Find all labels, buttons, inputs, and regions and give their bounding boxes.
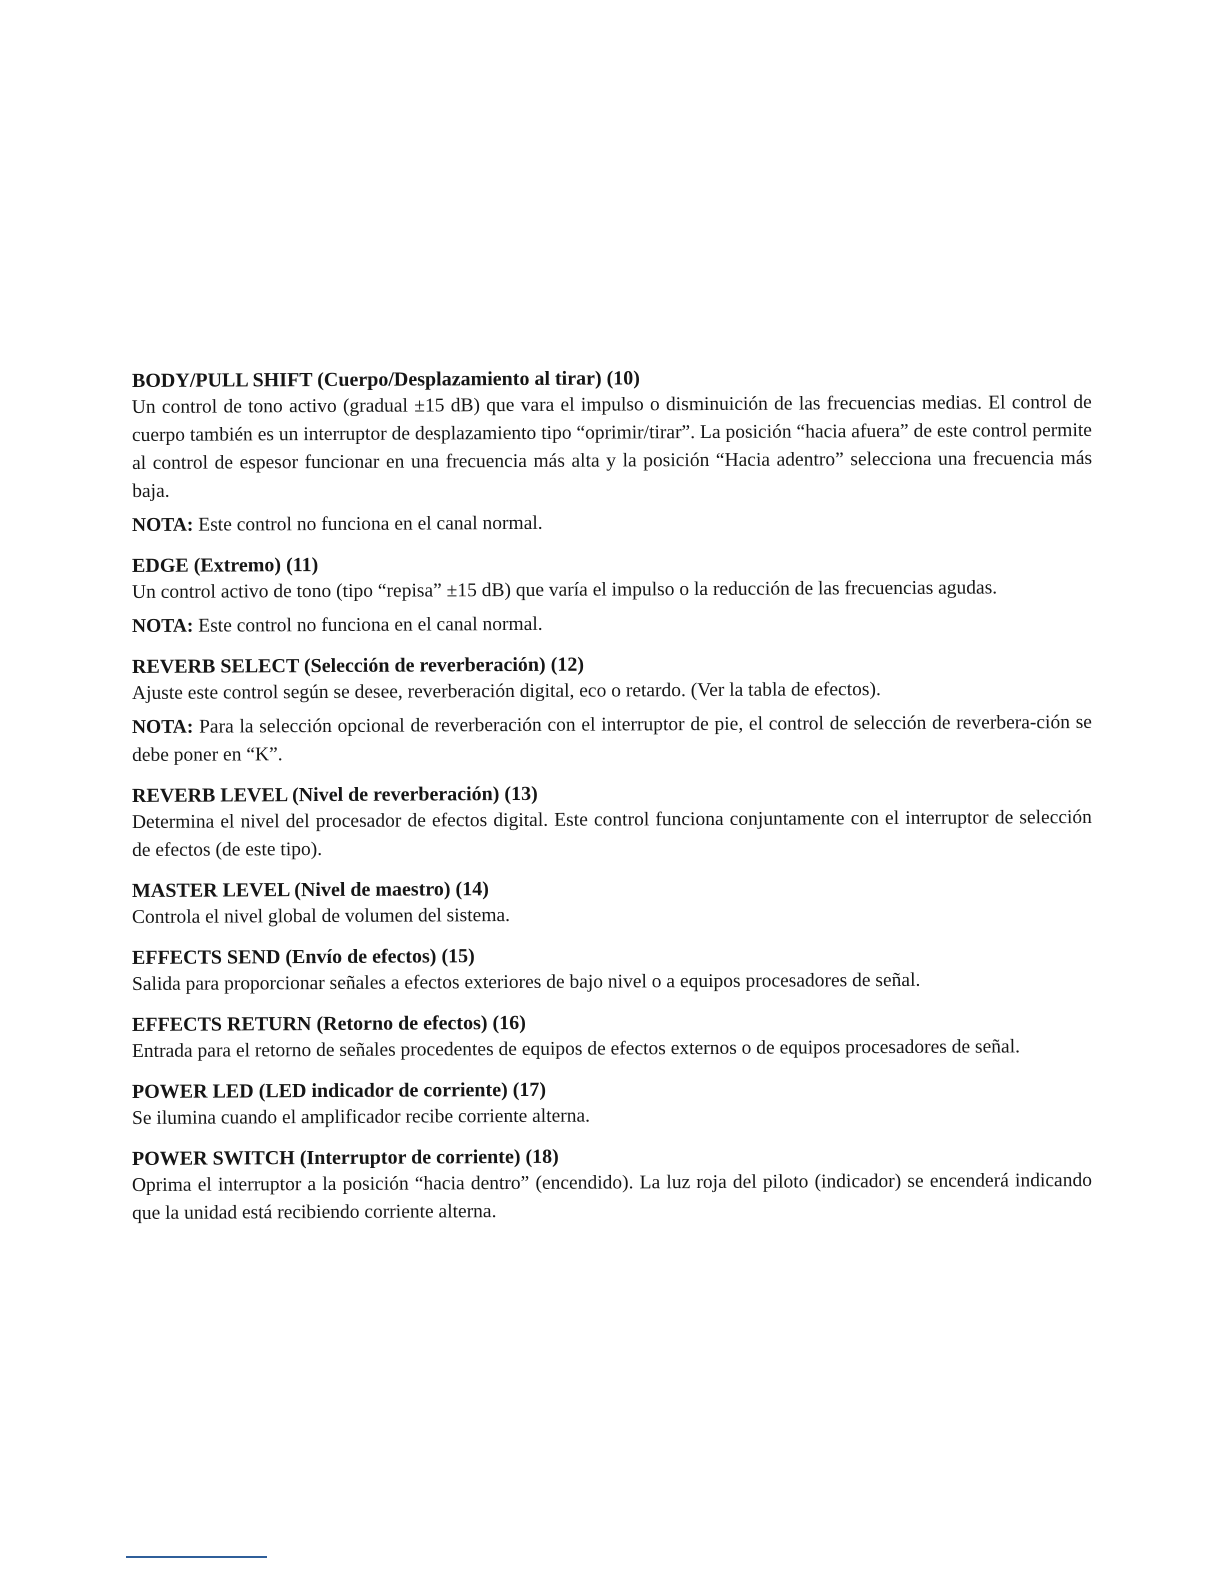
note bbox=[132, 608, 1092, 641]
section-text: Controla el nivel global de volumen del sistema. bbox=[131, 905, 511, 928]
section-text: Entrada para el retorno de señales procedentes de equipos de efectos externos o de equipos procesadores de señal. bbox=[131, 1036, 1021, 1062]
section-reverb-select bbox=[132, 654, 1092, 770]
section-body-pull-shift bbox=[132, 368, 1092, 540]
section-heading: POWER SWITCH (Interruptor de corriente) (18) bbox=[131, 1145, 559, 1170]
footnote-divider bbox=[126, 1556, 267, 1558]
note-text: Este control no funciona en el canal normal. bbox=[198, 613, 543, 637]
note-label: NOTA: bbox=[131, 716, 194, 739]
note-text: Para la selección opcional de reverberación con el interruptor de pie, el control de selección de reverbera-ción se debe poner en “K”. bbox=[132, 711, 1092, 766]
note-text: Este control no funciona en el canal normal. bbox=[198, 512, 543, 536]
section-text: Un control de tono activo (gradual ±15 dB) que vara el impulso o disminuición de las frecuencias medias. El control de cuerpo también es un interruptor de desplazamiento tipo “oprimir/tirar”. La posición “hacia afuera” de este control permite al control de espesor funcionar en una frecuencia más alta y la posición “Hacia adentro” selecciona una frecuencia más baja. bbox=[131, 391, 1093, 502]
section-effects-send bbox=[132, 945, 1092, 999]
section-heading: EFFECTS SEND (Envío de efectos) (15) bbox=[131, 945, 475, 969]
section-edge bbox=[132, 553, 1092, 641]
section-text: Un control activo de tono (tipo “repisa” ±15 dB) que varía el impulso o la reducción de las frecuencias agudas. bbox=[131, 577, 998, 603]
section-text: Ajuste este control según se desee, reverberación digital, eco o retardo. (Ver la tabla de efectos). bbox=[131, 679, 881, 704]
section-heading: POWER LED (LED indicador de corriente) (17) bbox=[131, 1078, 547, 1103]
section-heading: REVERB LEVEL (Nivel de reverberación) (13) bbox=[131, 782, 538, 807]
section-reverb-level bbox=[132, 783, 1092, 865]
note-label: NOTA: bbox=[131, 615, 194, 637]
section-text: Oprima el interruptor a la posición “hacia dentro” (encendido). La luz roja del piloto (indicador) se encenderá indicando que la unidad está recibiendo corriente alterna. bbox=[131, 1169, 1092, 1224]
section-text: Salida para proporcionar señales a efectos exteriores de bajo nivel o a equipos procesadores de señal. bbox=[131, 969, 921, 995]
note bbox=[132, 507, 1092, 540]
section-power-led bbox=[132, 1079, 1092, 1133]
section-effects-return bbox=[132, 1012, 1092, 1066]
section-heading: EFFECTS RETURN (Retorno de efectos) (16) bbox=[131, 1011, 526, 1036]
section-heading: REVERB SELECT (Selección de reverberación) (12) bbox=[131, 653, 585, 678]
section-heading: MASTER LEVEL (Nivel de maestro) (14) bbox=[131, 878, 489, 902]
section-text: Se ilumina cuando el amplificador recibe corriente alterna. bbox=[131, 1105, 591, 1129]
section-master-level bbox=[132, 878, 1092, 932]
note-label: NOTA: bbox=[131, 514, 194, 536]
section-heading: BODY/PULL SHIFT (Cuerpo/Desplazamiento al tirar) (10) bbox=[131, 367, 641, 392]
section-heading: EDGE (Extremo) (11) bbox=[131, 554, 319, 577]
section-power-switch bbox=[132, 1146, 1092, 1228]
section-text: Determina el nivel del procesador de efectos digital. Este control funciona conjuntamente con el interruptor de selección de efectos (de este tipo). bbox=[131, 806, 1092, 861]
document-body bbox=[132, 368, 1092, 1241]
note bbox=[132, 709, 1092, 770]
